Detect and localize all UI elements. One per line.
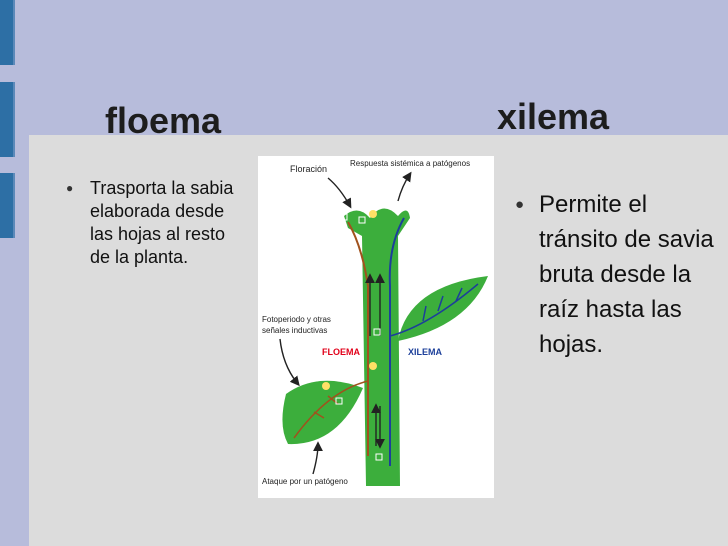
left-leaf	[282, 381, 363, 444]
label-floema: FLOEMA	[322, 347, 360, 357]
accent-bar-3	[0, 173, 15, 238]
label-fotoperiodo-1: Fotoperiodo y otras	[262, 315, 331, 324]
label-respuesta: Respuesta sistémica a patógenos	[350, 159, 471, 168]
accent-bar-2	[0, 82, 15, 157]
floema-bullet-item: ● Trasporta la sabia elaborada desde las hojas al resto de la planta.	[66, 177, 236, 269]
label-fotoperiodo-2: señales inductivas	[262, 326, 328, 335]
xilema-bullet-item: ● Permite el tránsito de savia bruta desde la raíz hasta las hojas.	[515, 187, 715, 362]
label-xilema: XILEMA	[408, 347, 443, 357]
right-leaf	[398, 276, 488, 341]
heading-floema: floema	[105, 100, 222, 141]
floema-bullet-list	[66, 177, 236, 269]
plant-diagram-svg	[258, 156, 494, 498]
plant-diagram	[258, 156, 494, 498]
xilema-bullet-list	[515, 187, 715, 362]
label-floracion: Floración	[290, 164, 328, 174]
label-ataque: Ataque por un patógeno	[262, 477, 348, 486]
heading-xilema: xilema	[497, 96, 610, 137]
accent-bar-1	[0, 0, 15, 65]
